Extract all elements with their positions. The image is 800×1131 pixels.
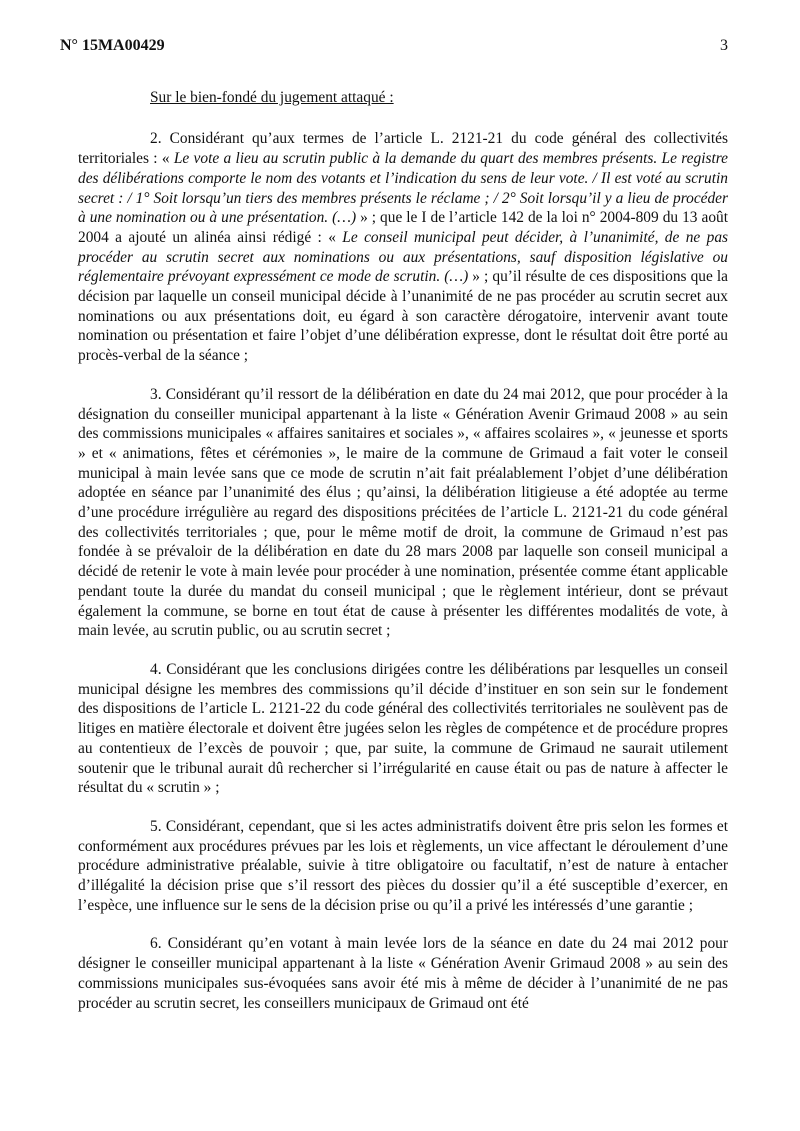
page-number: 3 (720, 37, 728, 54)
paragraph-text: 2. Considérant qu’aux termes de l’article L. 2121-21 du code général des collectivités territoriales : « (78, 130, 728, 168)
paragraph-text: 4. Considérant que les conclusions dirigées contre les délibérations par lesquelles un conseil municipal désigne les membres des commissions qu’il décide d’instituer en son sein sur le fondement des dispositions de l’article L. 2121-22 du code général des collectivités territoriales ne soulèvent pas de litiges en matière électorale et doivent être jugées selon les règles de compétence et de procédure propres au contentieux de l’excès de pouvoir ; que, par suite, la commune de Grimaud ne saurait utilement soutenir que le tribunal aurait dû rechercher si l’irrégularité en cause était ou pas de nature à affecter le résultat du « scrutin » ; (78, 660, 728, 797)
paragraph-2 (78, 129, 728, 365)
document-number: N° 15MA00429 (60, 37, 165, 54)
paragraph-text: » ; que le I de l’article 142 de la loi n° 2004-809 du 13 août 2004 a ajouté un alinéa ainsi rédigé : « (78, 209, 728, 246)
paragraph-text: 6. Considérant qu’en votant à main levée lors de la séance en date du 24 mai 2012 pour désigner le conseiller municipal appartenant à la liste « Génération Avenir Grimaud 2008 » au sein des commissions municipales sus-évoquées sans avoir été mis à même de décider à l’unanimité de ne pas procéder au scrutin secret, les conseillers municipaux de Grimaud ont été (78, 935, 728, 1012)
quoted-text: Le vote a lieu au scrutin public à la demande du quart des membres présents. Le registre des délibérations comporte le nom des votants et l’indication du sens de leur vote. / Il est voté au scrutin secret : / 1° Soit lorsqu’un tiers des membres présents le réclame ; / 2° Soit lorsqu’il y a lieu de procéder à une nomination ou à une présentation. (…) (78, 150, 728, 227)
quoted-text: Le conseil municipal peut décider, à l’unanimité, de ne pas procéder au scrutin secret aux nominations ou aux présentations, sauf disposition législative ou réglementaire prévoyant expressément ce mode de scrutin. (…) (78, 228, 728, 286)
page-header (60, 36, 728, 56)
paragraph-4 (78, 660, 728, 798)
section-title: Sur le bien-fondé du jugement attaqué : (150, 88, 394, 106)
paragraph-6 (78, 934, 728, 1013)
paragraph-3 (78, 385, 728, 641)
paragraph-5 (78, 817, 728, 916)
paragraph-text: » ; qu’il résulte de ces dispositions que la décision par laquelle un conseil municipal décide à l’unanimité de ne pas procéder au scrutin secret aux nominations ou aux présentations doit, eu égard à son caractère dérogatoire, intervenir avant toute nomination ou présentation et faire l’objet d’une délibération expresse, dont le résultat doit être porté au procès-verbal de la séance ; (78, 268, 728, 365)
document-body (78, 129, 728, 1013)
paragraph-text: 5. Considérant, cependant, que si les actes administratifs doivent être pris selon les formes et conformément aux procédures prévues par les lois et règlements, un vice affectant le déroulement d’une procédure administrative préalable, suivie à titre obligatoire ou facultatif, n’est de nature à entacher d’illégalité la décision prise que s’il ressort des pièces du dossier qu’il a été susceptible d’exercer, en l’espèce, une influence sur le sens de la décision prise ou qu’il a privé les intéressés d’une garantie ; (78, 817, 728, 914)
paragraph-text: 3. Considérant qu’il ressort de la délibération en date du 24 mai 2012, que pour procéder à la désignation du conseiller municipal appartenant à la liste « Génération Avenir Grimaud 2008 » au sein des commissions municipales « affaires sanitaires et sociales », « affaires scolaires », « jeunesse et sports » et « animations, fêtes et cérémonies », le maire de la commune de Grimaud a fait voter le conseil municipal à main levée sans que ce mode de scrutin n’ait fait préalablement l’objet d’une délibération adoptée en séance par l’unanimité des élus ; qu’ainsi, la délibération litigieuse a été adoptée au terme d’une procédure irrégulière au regard des dispositions précitées de l’article L. 2121-21 du code général des collectivités territoriales ; que, pour le même motif de droit, la commune de Grimaud n’est pas fondée à se prévaloir de la délibération en date du 28 mars 2008 par laquelle son conseil municipal a décidé de retenir le vote à main levée pour procéder à une nomination, présentée comme étant applicable pendant toute la durée du mandat du conseil municipal ; que le règlement intérieur, dont se prévaut également la commune, se borne en tout état de cause à présenter les différentes modalités de vote, à main levée, au scrutin public, ou au scrutin secret ; (78, 385, 728, 640)
